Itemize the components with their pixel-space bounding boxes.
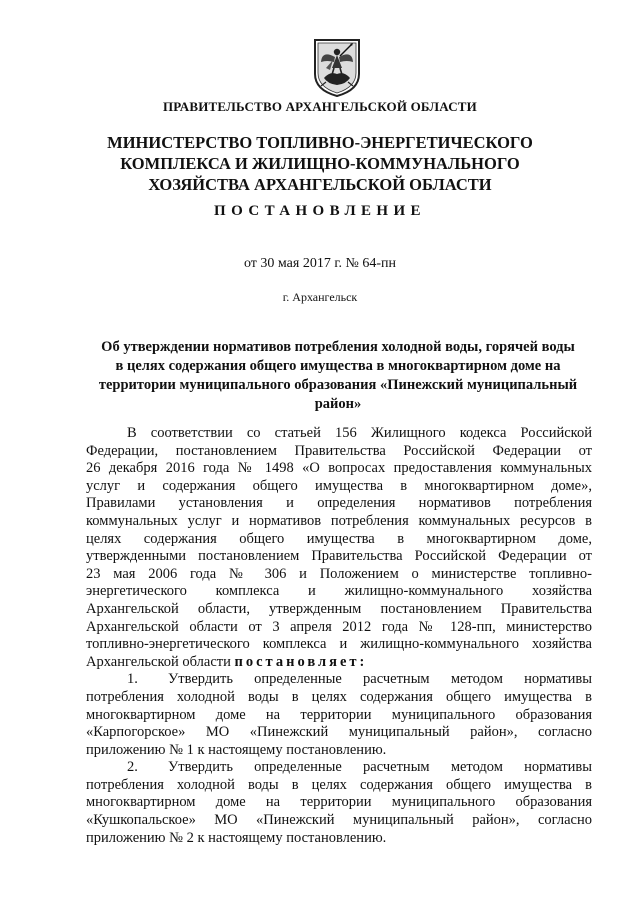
- title-line: территории муниципального образования «Пинежский муниципальный: [98, 377, 578, 393]
- title-line: в целях содержания общего имущества в многоквартирном доме на: [115, 358, 561, 374]
- title-line: район»: [314, 396, 362, 412]
- preamble-line: услуг и содержания общего имущества в многоквартирном доме»,: [86, 477, 592, 494]
- item-line: приложению № 2 к настоящему постановлению.: [86, 829, 387, 846]
- preamble-line: Федерации, постановлением Правительства Российской Федерации от: [86, 442, 592, 459]
- document-type: ПОСТАНОВЛЕНИЕ: [214, 203, 426, 219]
- arkhangelsk-coat-of-arms-icon: [312, 38, 362, 98]
- preamble-line: В соответствии со статьей 156 Жилищного кодекса Российской: [127, 425, 592, 441]
- title-line: Об утверждении нормативов потребления холодной воды, горячей воды: [101, 339, 575, 355]
- item-line: потребления холодной воды в целях содержания общего имущества в: [86, 776, 592, 793]
- document-title: [86, 338, 590, 414]
- preamble-line: 23 мая 2006 года № 306 и Положением о министерстве топливно-: [86, 565, 592, 582]
- item-line: многоквартирном доме на территории муниципального образования: [86, 794, 592, 811]
- item-line: многоквартирном доме на территории муниципального образования: [86, 706, 592, 723]
- ministry-heading-line: ХОЗЯЙСТВА АРХАНГЕЛЬСКОЙ ОБЛАСТИ: [148, 175, 492, 194]
- date-and-number: от 30 мая 2017 г. № 64-пн: [243, 256, 397, 271]
- item-number: 1.: [127, 671, 138, 688]
- preamble-line: топливно-энергетического комплекса и жилищно-коммунального хозяйства: [86, 636, 592, 653]
- item-line: приложению № 1 к настоящему постановлению.: [86, 741, 387, 758]
- preamble-line: энергетического комплекса и жилищно-коммунального хозяйства: [86, 583, 592, 600]
- preamble-line: Правилами установления и определения нормативов потребления: [86, 495, 592, 512]
- item-number: 2.: [127, 759, 138, 776]
- document-body: [86, 425, 592, 847]
- ministry-heading-line: МИНИСТЕРСТВО ТОПЛИВНО-ЭНЕРГЕТИЧЕСКОГО: [107, 133, 533, 152]
- preamble-line: целях содержания общего имущества в многоквартирном доме,: [86, 530, 592, 547]
- preamble-line: Архангельской области, утвержденным постановлением Правительства: [86, 600, 592, 617]
- ministry-heading: [0, 132, 640, 195]
- item-2-first-line: [86, 759, 592, 777]
- ministry-heading-line: КОМПЛЕКСА И ЖИЛИЩНО-КОММУНАЛЬНОГО: [120, 154, 520, 173]
- resolve-prefix: Архангельской области: [86, 653, 231, 670]
- preamble-line: Архангельской области от 3 апреля 2012 года № 128-пп, министерство: [86, 618, 592, 635]
- resolve-line: [86, 654, 592, 672]
- item-1-first-text: Утвердить определенные расчетным методом нормативы: [168, 671, 592, 688]
- item-2-first-text: Утвердить определенные расчетным методом нормативы: [168, 759, 592, 776]
- item-line: «Карпогорское» МО «Пинежский муниципальный район», согласно: [86, 724, 592, 741]
- item-1-first-line: [86, 671, 592, 689]
- item-line: «Кушкопальское» МО «Пинежский муниципальный район», согласно: [86, 812, 592, 829]
- preamble-line: 26 декабря 2016 года № 1498 «О вопросах предоставления коммунальных: [86, 460, 592, 477]
- item-line: потребления холодной воды в целях содержания общего имущества в: [86, 688, 592, 705]
- government-heading: ПРАВИТЕЛЬСТВО АРХАНГЕЛЬСКОЙ ОБЛАСТИ: [163, 99, 477, 114]
- preamble-line: коммунальных услуг и нормативов потребления коммунальных ресурсов в: [86, 512, 592, 529]
- resolve-word: постановляет:: [234, 653, 368, 670]
- city: г. Архангельск: [282, 290, 358, 304]
- preamble-line: утвержденными постановлением Правительства Российской Федерации от: [86, 548, 592, 565]
